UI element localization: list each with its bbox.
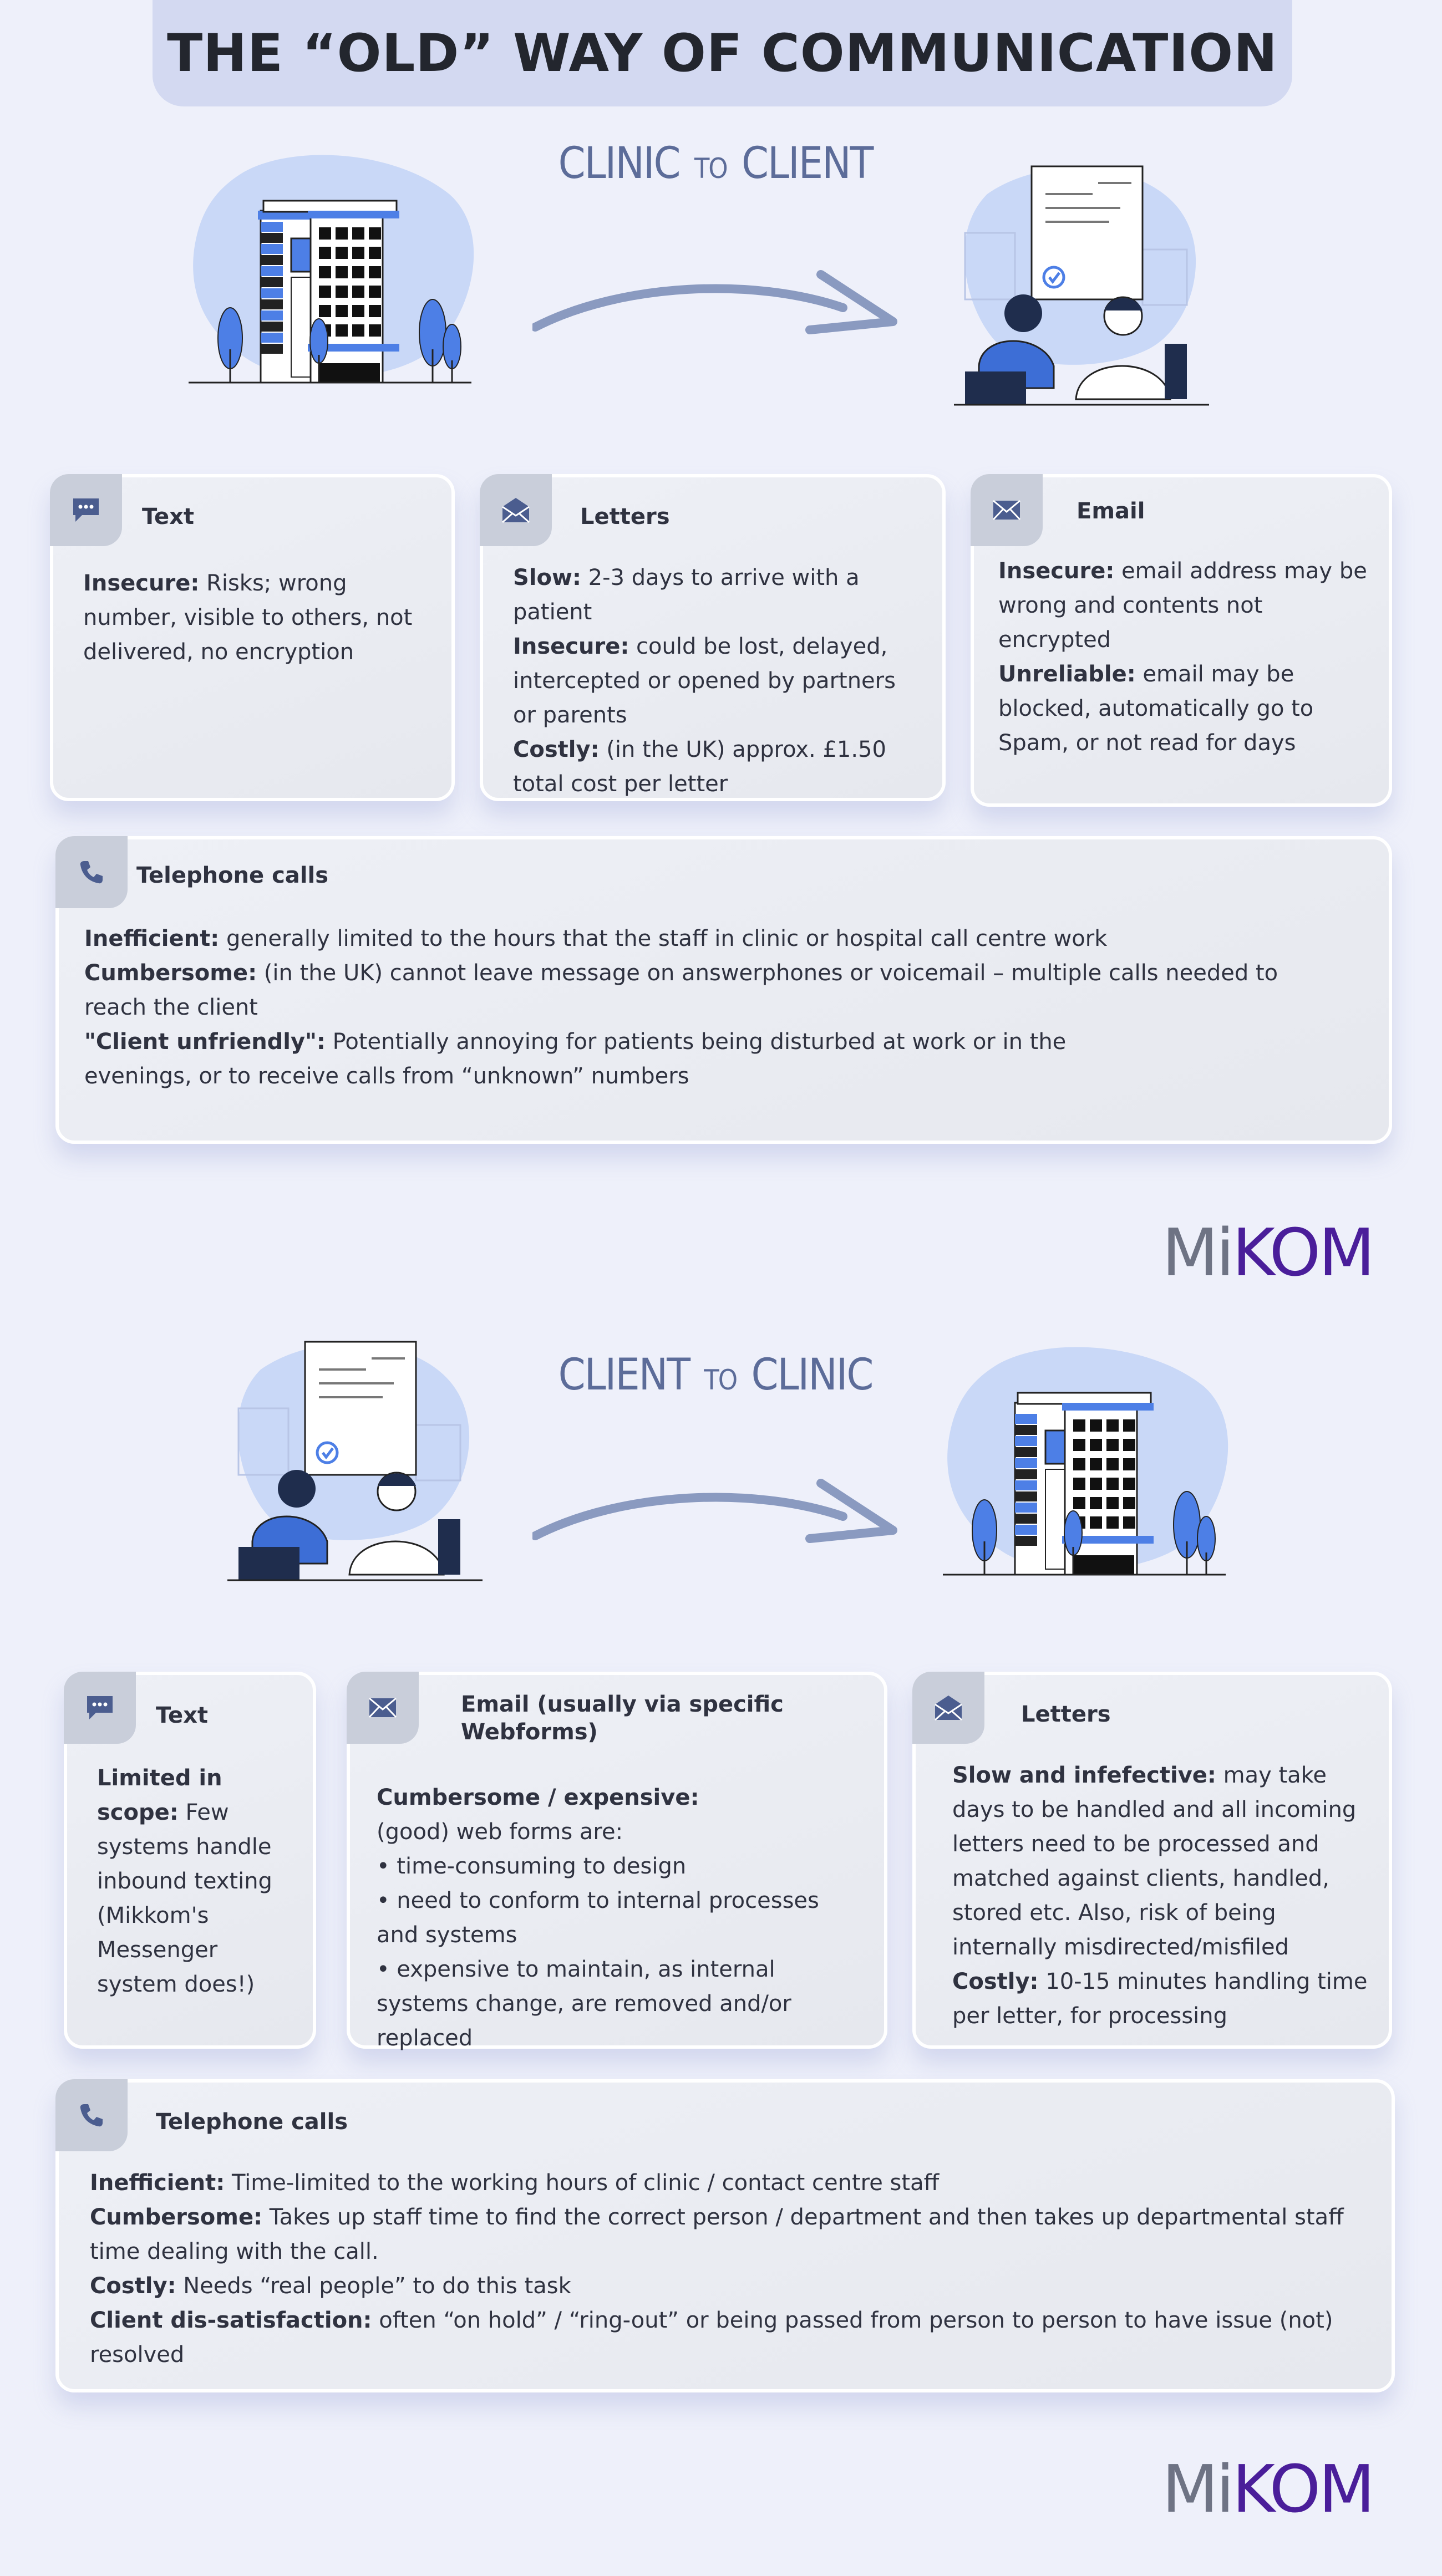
card-body [513, 561, 923, 801]
card-line: • need to conform to internal processes and systems [377, 1888, 819, 1948]
card-line: Slow: 2-3 days to arrive with a patient [513, 565, 860, 625]
curved-arrow [532, 1469, 898, 1547]
curved-arrow [532, 261, 898, 338]
card-email-clinic-to-client [971, 474, 1392, 807]
card-title: Telephone calls [156, 2109, 348, 2135]
route-label-clinic-to-client [521, 139, 910, 189]
route-connector: TO [704, 1364, 737, 1396]
card-body [952, 1758, 1374, 2033]
card-line: "Client unfriendly": Potentially annoying for patients being disturbed at work or in the evenings, or to receive calls from “unknown” numbers [84, 1029, 1067, 1089]
card-text-clinic-to-client [50, 474, 455, 801]
card-title: Telephone calls [136, 863, 328, 888]
route-to: CLINIC [751, 1350, 873, 1400]
card-line: Client dis-satisfaction: often “on hold” / “ring-out” or being passed from person to person to have issue (not) resolved [90, 2308, 1333, 2368]
envelope-open-icon [912, 1672, 984, 1744]
card-line: Slow and infefective: may take days to be handled and all incoming letters need to be processed and matched against clients, handled, stored etc. Also, risk of being internally misdirected/misfiled [952, 1763, 1357, 1960]
card-line: Costly: (in the UK) approx. £1.50 total cost per letter [513, 737, 886, 797]
card-title: Text [156, 1703, 209, 1728]
page-title: THE “OLD” WAY OF COMMUNICATION [167, 23, 1278, 84]
chat-bubble-icon [50, 474, 122, 546]
clinic-building-illustration [183, 150, 494, 394]
phone-icon [55, 836, 128, 908]
doctor-patient-illustration [954, 155, 1220, 410]
phone-icon [55, 2079, 128, 2151]
card-text-client-to-clinic [64, 1672, 316, 2049]
card-telephone-client-to-clinic [55, 2079, 1395, 2392]
route-from: CLIENT [558, 1350, 690, 1400]
card-line: Inefficient: generally limited to the hours that the staff in clinic or hospital call centre work [84, 926, 1108, 951]
card-email-client-to-clinic [347, 1672, 887, 2049]
card-line: Unreliable: email may be blocked, automatically go to Spam, or not read for days [998, 661, 1314, 756]
route-to: CLIENT [741, 139, 873, 189]
card-line: • expensive to maintain, as internal systems change, are removed and/or replaced [377, 1957, 791, 2051]
card-body [998, 554, 1381, 760]
card-line: • time-consuming to design [377, 1854, 687, 1879]
mikkom-logo: MiKOM [1162, 2451, 1373, 2527]
card-title: Letters [1021, 1702, 1111, 1727]
route-from: CLINIC [558, 139, 680, 189]
card-telephone-clinic-to-client [55, 836, 1392, 1144]
envelope-icon [347, 1672, 419, 1744]
mikkom-logo: MiKOM [1162, 1214, 1373, 1291]
clinic-building-illustration [937, 1342, 1248, 1586]
card-line: Insecure: could be lost, delayed, intercepted or opened by partners or parents [513, 634, 896, 728]
card-line: Inefficient: Time-limited to the working hours of clinic / contact centre staff [90, 2170, 940, 2196]
card-line: Insecure: Risks; wrong number, visible to others, not delivered, no encryption [83, 571, 413, 665]
card-line: (good) web forms are: [377, 1819, 623, 1845]
doctor-patient-illustration [227, 1331, 494, 1586]
title-banner [153, 0, 1292, 106]
envelope-icon [971, 474, 1043, 546]
card-title: Email (usually via specific Webforms) [461, 1692, 784, 1745]
card-line: Insecure: email address may be wrong and contents not encrypted [998, 558, 1367, 653]
card-body [377, 1780, 865, 2055]
card-body [90, 2166, 1365, 2372]
route-connector: TO [694, 152, 727, 185]
card-letters-clinic-to-client [480, 474, 946, 801]
card-line: Costly: 10-15 minutes handling time per letter, for processing [952, 1969, 1368, 2029]
card-line: Limited in scope: Few systems handle inbound texting (Mikkom's Messenger system does!) [97, 1765, 272, 1997]
card-title: Email [1077, 498, 1145, 524]
card-line: Cumbersome: Takes up staff time to find the correct person / department and then takes up departmental staff time dealing with the call. [90, 2205, 1344, 2264]
envelope-open-icon [480, 474, 552, 546]
card-body [84, 922, 1338, 1093]
card-line: Cumbersome / expensive: [377, 1785, 699, 1810]
card-body [83, 566, 433, 669]
card-line: Costly: Needs “real people” to do this task [90, 2273, 571, 2299]
route-label-client-to-clinic [521, 1350, 910, 1400]
chat-bubble-icon [64, 1672, 136, 1744]
card-body [97, 1761, 302, 2002]
card-line: Cumbersome: (in the UK) cannot leave message on answerphones or voicemail – multiple calls needed to reach the client [84, 960, 1278, 1020]
card-title: Letters [580, 504, 670, 530]
card-title: Text [142, 504, 195, 530]
card-letters-client-to-clinic [912, 1672, 1392, 2049]
